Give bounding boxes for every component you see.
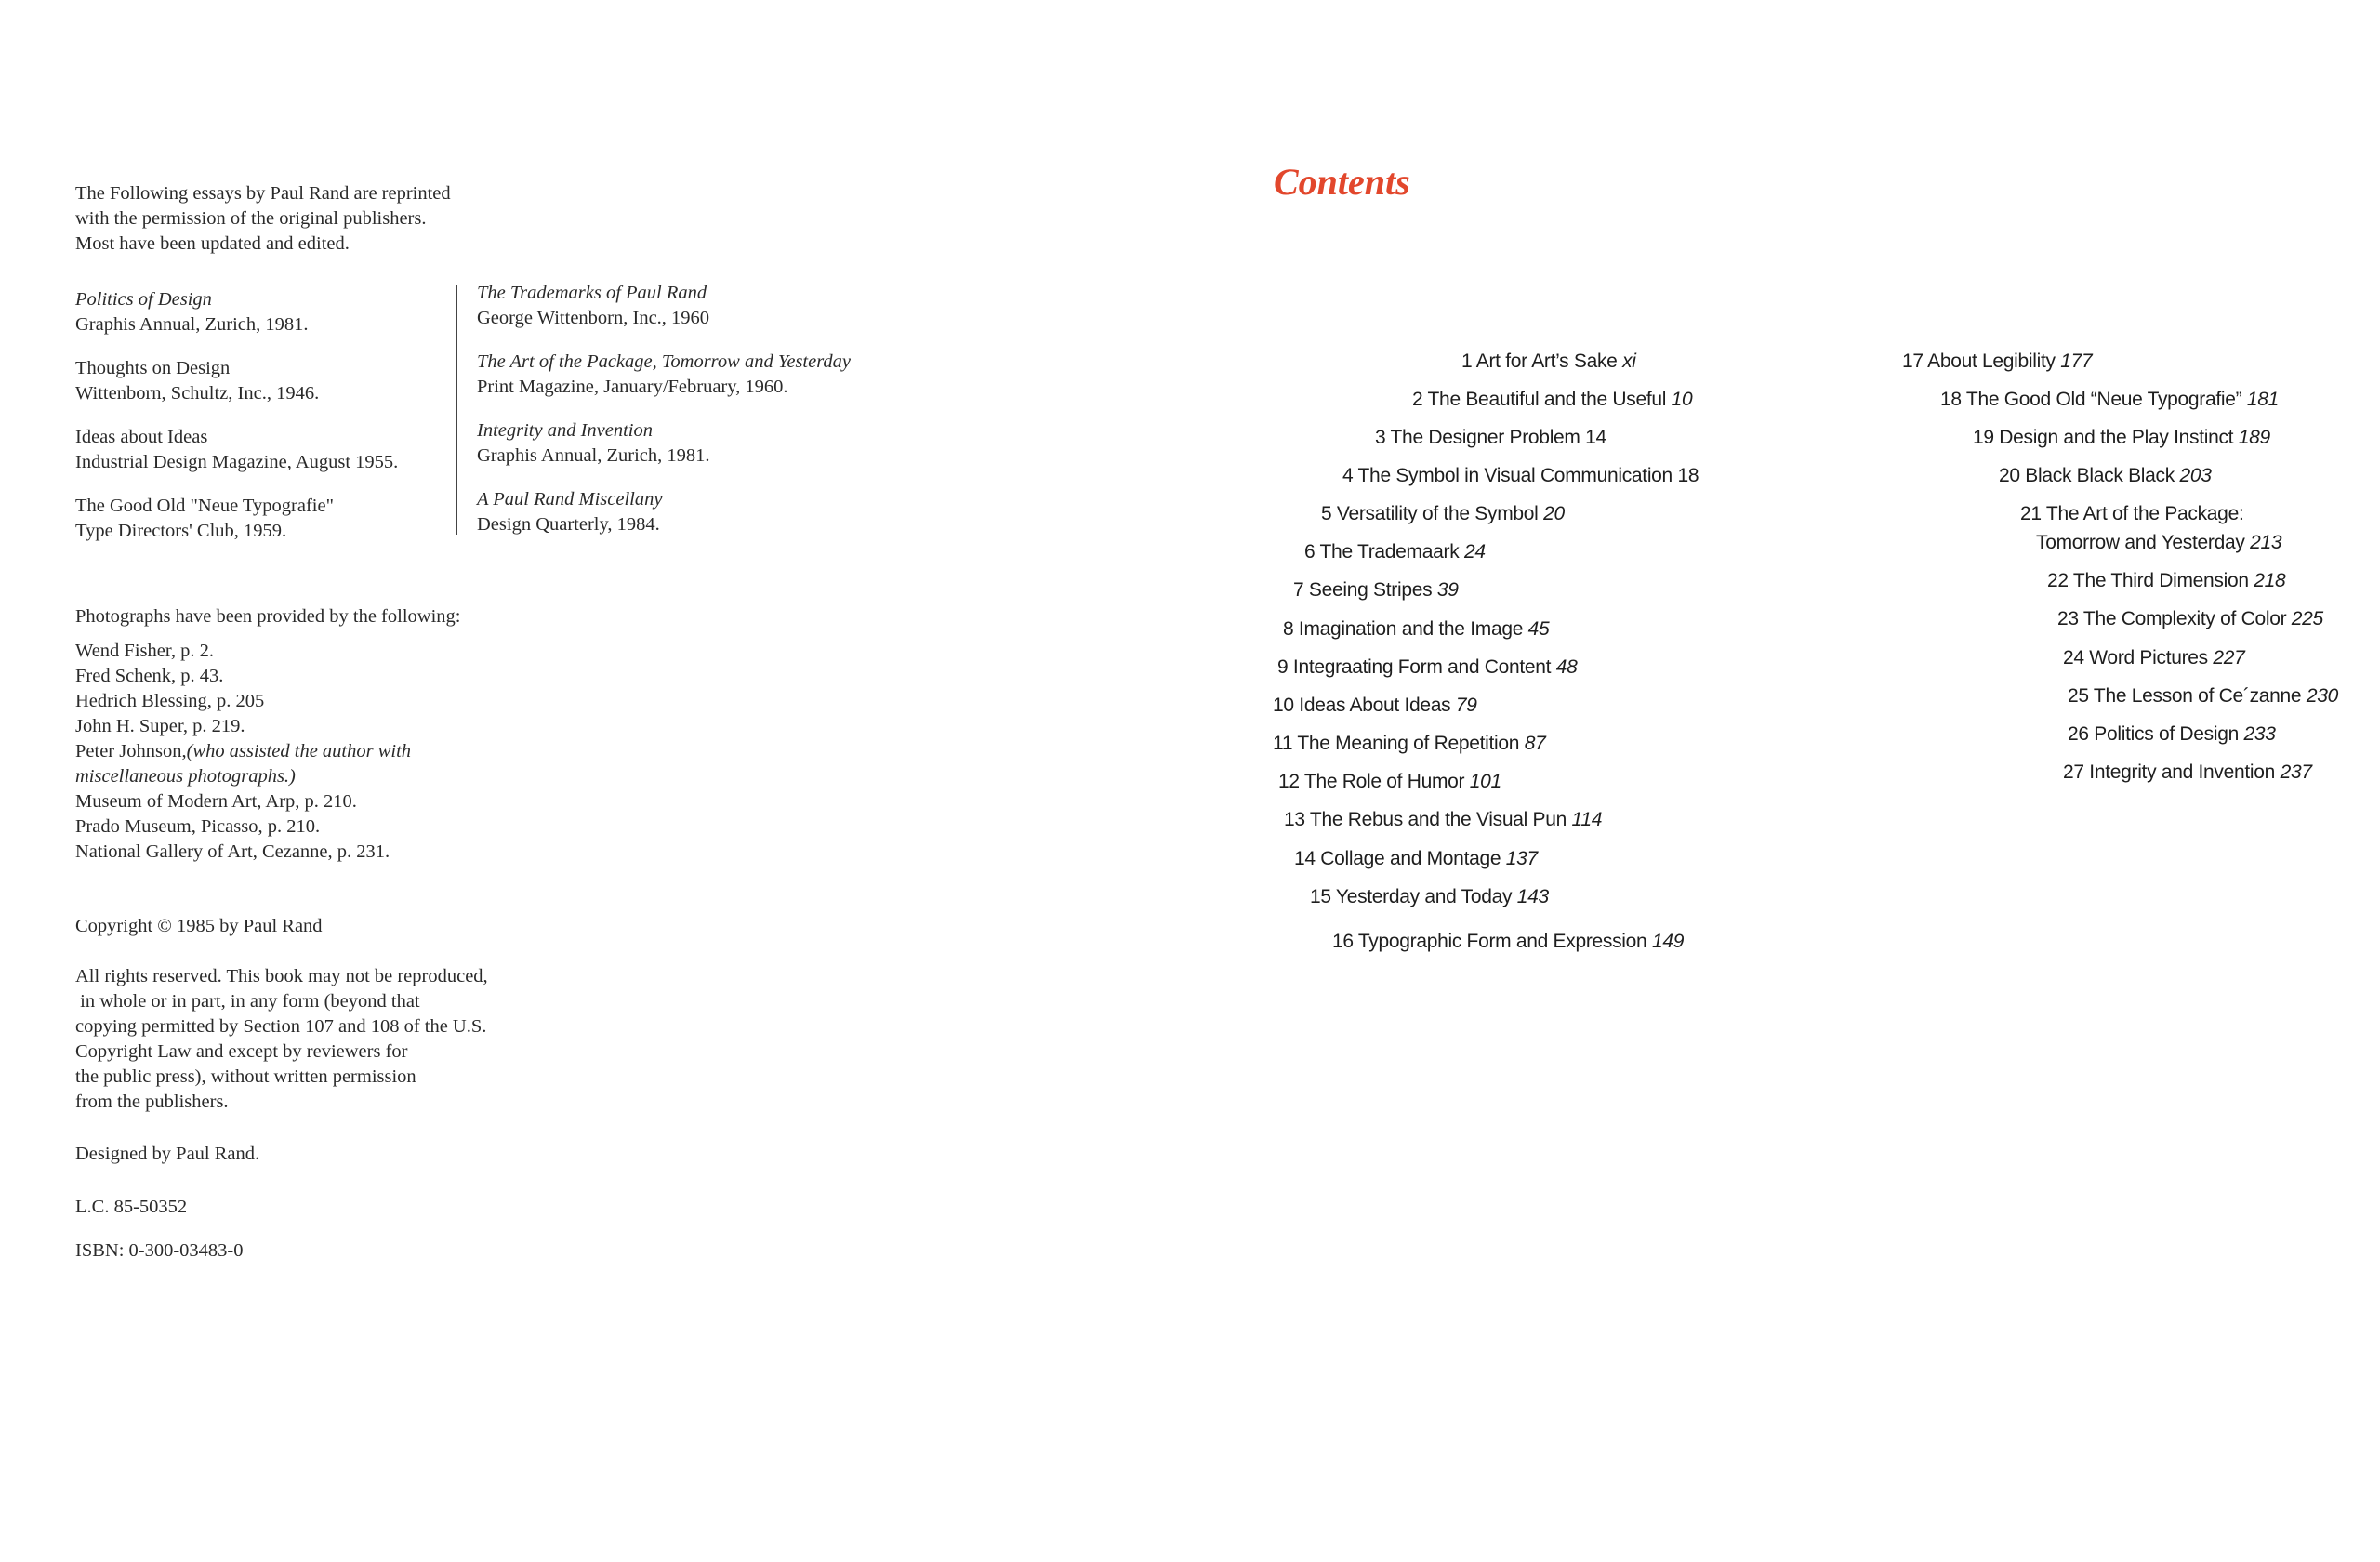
toc-entry <box>2057 606 2323 632</box>
credit-source: Industrial Design Magazine, August 1955. <box>75 452 399 472</box>
photo-credit: Fred Schenk, p. 43. <box>75 666 224 686</box>
credit-politics-of-design <box>75 287 309 338</box>
toc-entry <box>2020 501 2243 527</box>
designed-by-text: Designed by Paul Rand. <box>75 1144 260 1164</box>
toc-entry-page: 203 <box>2179 465 2212 486</box>
toc-entry <box>2036 530 2281 556</box>
toc-entry <box>2068 683 2338 709</box>
intro-line: with the permission of the original publishers. <box>75 208 427 229</box>
credit-neue-typografie <box>75 494 334 544</box>
toc-entry-page: 233 <box>2243 723 2276 745</box>
toc-entry-title: 4 The Symbol in Visual Communication <box>1342 465 1678 486</box>
toc-entry-title: 14 Collage and Montage <box>1294 848 1506 869</box>
contents-title: Contents <box>1274 161 1410 203</box>
rights-line: All rights reserved. This book may not be reproduced, <box>75 966 488 986</box>
credit-title: Ideas about Ideas <box>75 427 208 447</box>
photo-credits-heading <box>75 604 460 629</box>
toc-entry <box>2063 645 2245 671</box>
credit-source: Graphis Annual, Zurich, 1981. <box>75 314 309 335</box>
photo-credit <box>75 739 411 764</box>
toc-entry-page: 230 <box>2306 685 2338 707</box>
toc-entry <box>1940 387 2279 413</box>
toc-entry-title: Tomorrow and Yesterday <box>2036 532 2251 553</box>
credit-title: A Paul Rand Miscellany <box>477 489 663 510</box>
toc-entry-page: 143 <box>1516 886 1549 907</box>
toc-entry <box>2047 568 2285 594</box>
toc-entry-title: 25 The Lesson of Ce´zanne <box>2068 685 2307 707</box>
toc-entry-page: 177 <box>2060 351 2093 372</box>
credit-title: Politics of Design <box>75 289 212 310</box>
toc-entry-title: 10 Ideas About Ideas <box>1273 695 1456 716</box>
toc-entry-page: 213 <box>2250 532 2282 553</box>
toc-entry <box>1304 539 1486 565</box>
toc-entry-page: 101 <box>1469 771 1501 792</box>
credit-integrity-and-invention <box>477 418 710 469</box>
toc-entry-page: 18 <box>1677 465 1699 486</box>
toc-entry-page: 227 <box>2213 647 2245 668</box>
toc-entry <box>1310 884 1549 910</box>
photo-credit-note: miscellaneous photographs.) <box>75 766 296 787</box>
rights-line: in whole or in part, in any form (beyond that <box>75 991 420 1012</box>
photo-credit: Wend Fisher, p. 2. <box>75 641 214 661</box>
credit-title: The Art of the Package, Tomorrow and Yesterday <box>477 351 852 372</box>
credit-source: Print Magazine, January/February, 1960. <box>477 377 788 397</box>
toc-entry-page: 137 <box>1505 848 1538 869</box>
photo-credit-note: (who assisted the author with <box>186 741 412 761</box>
credit-art-of-package <box>477 350 851 400</box>
rights-paragraph <box>75 964 488 1115</box>
lc-number <box>75 1195 187 1220</box>
photo-credit: Hedrich Blessing, p. 205 <box>75 691 265 711</box>
toc-entry-page: 237 <box>2280 761 2312 783</box>
intro-paragraph <box>75 181 451 257</box>
toc-entry-title: 24 Word Pictures <box>2063 647 2214 668</box>
photo-credit: Prado Museum, Picasso, p. 210. <box>75 816 321 837</box>
toc-entry <box>1461 349 1636 375</box>
credit-title: Integrity and Invention <box>477 420 654 441</box>
toc-entry-page: 87 <box>1524 733 1546 754</box>
credit-source: Graphis Annual, Zurich, 1981. <box>477 445 710 466</box>
toc-entry-page: 24 <box>1463 541 1486 563</box>
credit-title: The Trademarks of Paul Rand <box>477 283 707 303</box>
photo-credit: Museum of Modern Art, Arp, p. 210. <box>75 791 357 812</box>
toc-entry-page: 10 <box>1671 389 1693 410</box>
toc-entry-title: 2 The Beautiful and the Useful <box>1412 389 1672 410</box>
toc-entry <box>1283 616 1549 642</box>
toc-entry <box>1902 349 2092 375</box>
toc-entry <box>1332 929 1684 955</box>
toc-entry-title: 23 The Complexity of Color <box>2057 608 2292 629</box>
toc-entry-title: 16 Typographic Form and Expression <box>1332 931 1652 952</box>
toc-entry-page: 181 <box>2246 389 2280 410</box>
rights-line: from the publishers. <box>75 1092 229 1112</box>
toc-entry-title: 19 Design and the Play Instinct <box>1973 427 2239 448</box>
toc-entry-page: 189 <box>2238 427 2270 448</box>
toc-entry <box>1375 425 1606 451</box>
toc-entry-page: 114 <box>1571 809 1603 830</box>
toc-entry-title: 22 The Third Dimension <box>2047 570 2254 591</box>
intro-line: Most have been updated and edited. <box>75 233 350 254</box>
credit-ideas-about-ideas <box>75 425 398 475</box>
toc-entry <box>1277 655 1578 681</box>
toc-entry-title: 6 The Trademaark <box>1304 541 1464 563</box>
credit-source: Design Quarterly, 1984. <box>477 514 660 535</box>
toc-entry-title: 27 Integrity and Invention <box>2063 761 2281 783</box>
photo-credit: National Gallery of Art, Cezanne, p. 231. <box>75 841 390 862</box>
toc-entry-title: 17 About Legibility <box>1902 351 2061 372</box>
photo-credit: John H. Super, p. 219. <box>75 716 245 736</box>
toc-entry <box>1342 463 1699 489</box>
toc-entry-title: 26 Politics of Design <box>2068 723 2244 745</box>
toc-entry <box>1321 501 1565 527</box>
toc-entry-page: 48 <box>1555 656 1578 678</box>
toc-entry-title: 13 The Rebus and the Visual Pun <box>1284 809 1572 830</box>
toc-entry <box>1293 577 1459 603</box>
toc-entry-page: 20 <box>1543 503 1565 524</box>
toc-entry <box>2068 721 2276 748</box>
rights-line: copying permitted by Section 107 and 108 of the U.S. <box>75 1016 487 1037</box>
toc-entry-title: 21 The Art of the Package: <box>2020 503 2244 524</box>
toc-entry-page: 39 <box>1436 579 1459 601</box>
toc-entry-title: 8 Imagination and the Image <box>1283 618 1528 640</box>
toc-entry-page: 14 <box>1585 427 1606 448</box>
toc-entry-title: 1 Art for Art’s Sake <box>1461 351 1623 372</box>
intro-line: The Following essays by Paul Rand are reprinted <box>75 183 451 204</box>
toc-entry <box>1284 807 1602 833</box>
toc-entry-title: 3 The Designer Problem <box>1375 427 1586 448</box>
credit-miscellany <box>477 487 662 537</box>
toc-entry-title: 9 Integraating Form and Content <box>1277 656 1556 678</box>
toc-entry-title: 15 Yesterday and Today <box>1310 886 1517 907</box>
toc-entry <box>1278 769 1501 795</box>
rights-line: the public press), without written permission <box>75 1066 416 1087</box>
isbn-text: ISBN: 0-300-03483-0 <box>75 1240 244 1261</box>
credit-title: The Good Old "Neue Typografie" <box>75 496 334 516</box>
toc-entry-page: 225 <box>2291 608 2323 629</box>
toc-entry-page: 218 <box>2254 570 2286 591</box>
toc-entry <box>1999 463 2212 489</box>
credit-source: Type Directors' Club, 1959. <box>75 521 287 541</box>
toc-entry-page: 79 <box>1455 695 1477 716</box>
toc-entry-title: 18 The Good Old “Neue Typografie” <box>1940 389 2247 410</box>
lc-text: L.C. 85-50352 <box>75 1197 188 1217</box>
designed-by <box>75 1142 259 1167</box>
credit-source: Wittenborn, Schultz, Inc., 1946. <box>75 383 320 404</box>
toc-entry <box>1973 425 2270 451</box>
credit-trademarks <box>477 281 709 331</box>
isbn <box>75 1238 244 1264</box>
toc-entry <box>1294 846 1538 872</box>
photo-heading: Photographs have been provided by the following: <box>75 606 461 627</box>
toc-entry-title: 5 Versatility of the Symbol <box>1321 503 1544 524</box>
toc-entry-title: 11 The Meaning of Repetition <box>1273 733 1525 754</box>
toc-entry-title: 12 The Role of Humor <box>1278 771 1470 792</box>
column-divider <box>456 285 457 535</box>
credit-source: George Wittenborn, Inc., 1960 <box>477 308 710 328</box>
toc-entry <box>1273 731 1545 757</box>
copyright-line <box>75 914 323 939</box>
toc-entry <box>1273 693 1477 719</box>
toc-entry-page: xi <box>1622 351 1636 372</box>
photo-credit-name: Peter Johnson, <box>75 741 187 761</box>
toc-entry <box>1412 387 1692 413</box>
copyright: Copyright © 1985 by Paul Rand <box>75 916 323 936</box>
toc-entry <box>2063 760 2312 786</box>
toc-entry-page: 45 <box>1527 618 1550 640</box>
toc-entry-page: 149 <box>1651 931 1685 952</box>
toc-entry-title: 7 Seeing Stripes <box>1293 579 1437 601</box>
toc-entry-title: 20 Black Black Black <box>1999 465 2180 486</box>
credit-title: Thoughts on Design <box>75 358 231 378</box>
photo-credits-list <box>75 639 411 865</box>
credit-thoughts-on-design <box>75 356 319 406</box>
rights-line: Copyright Law and except by reviewers for <box>75 1041 408 1062</box>
